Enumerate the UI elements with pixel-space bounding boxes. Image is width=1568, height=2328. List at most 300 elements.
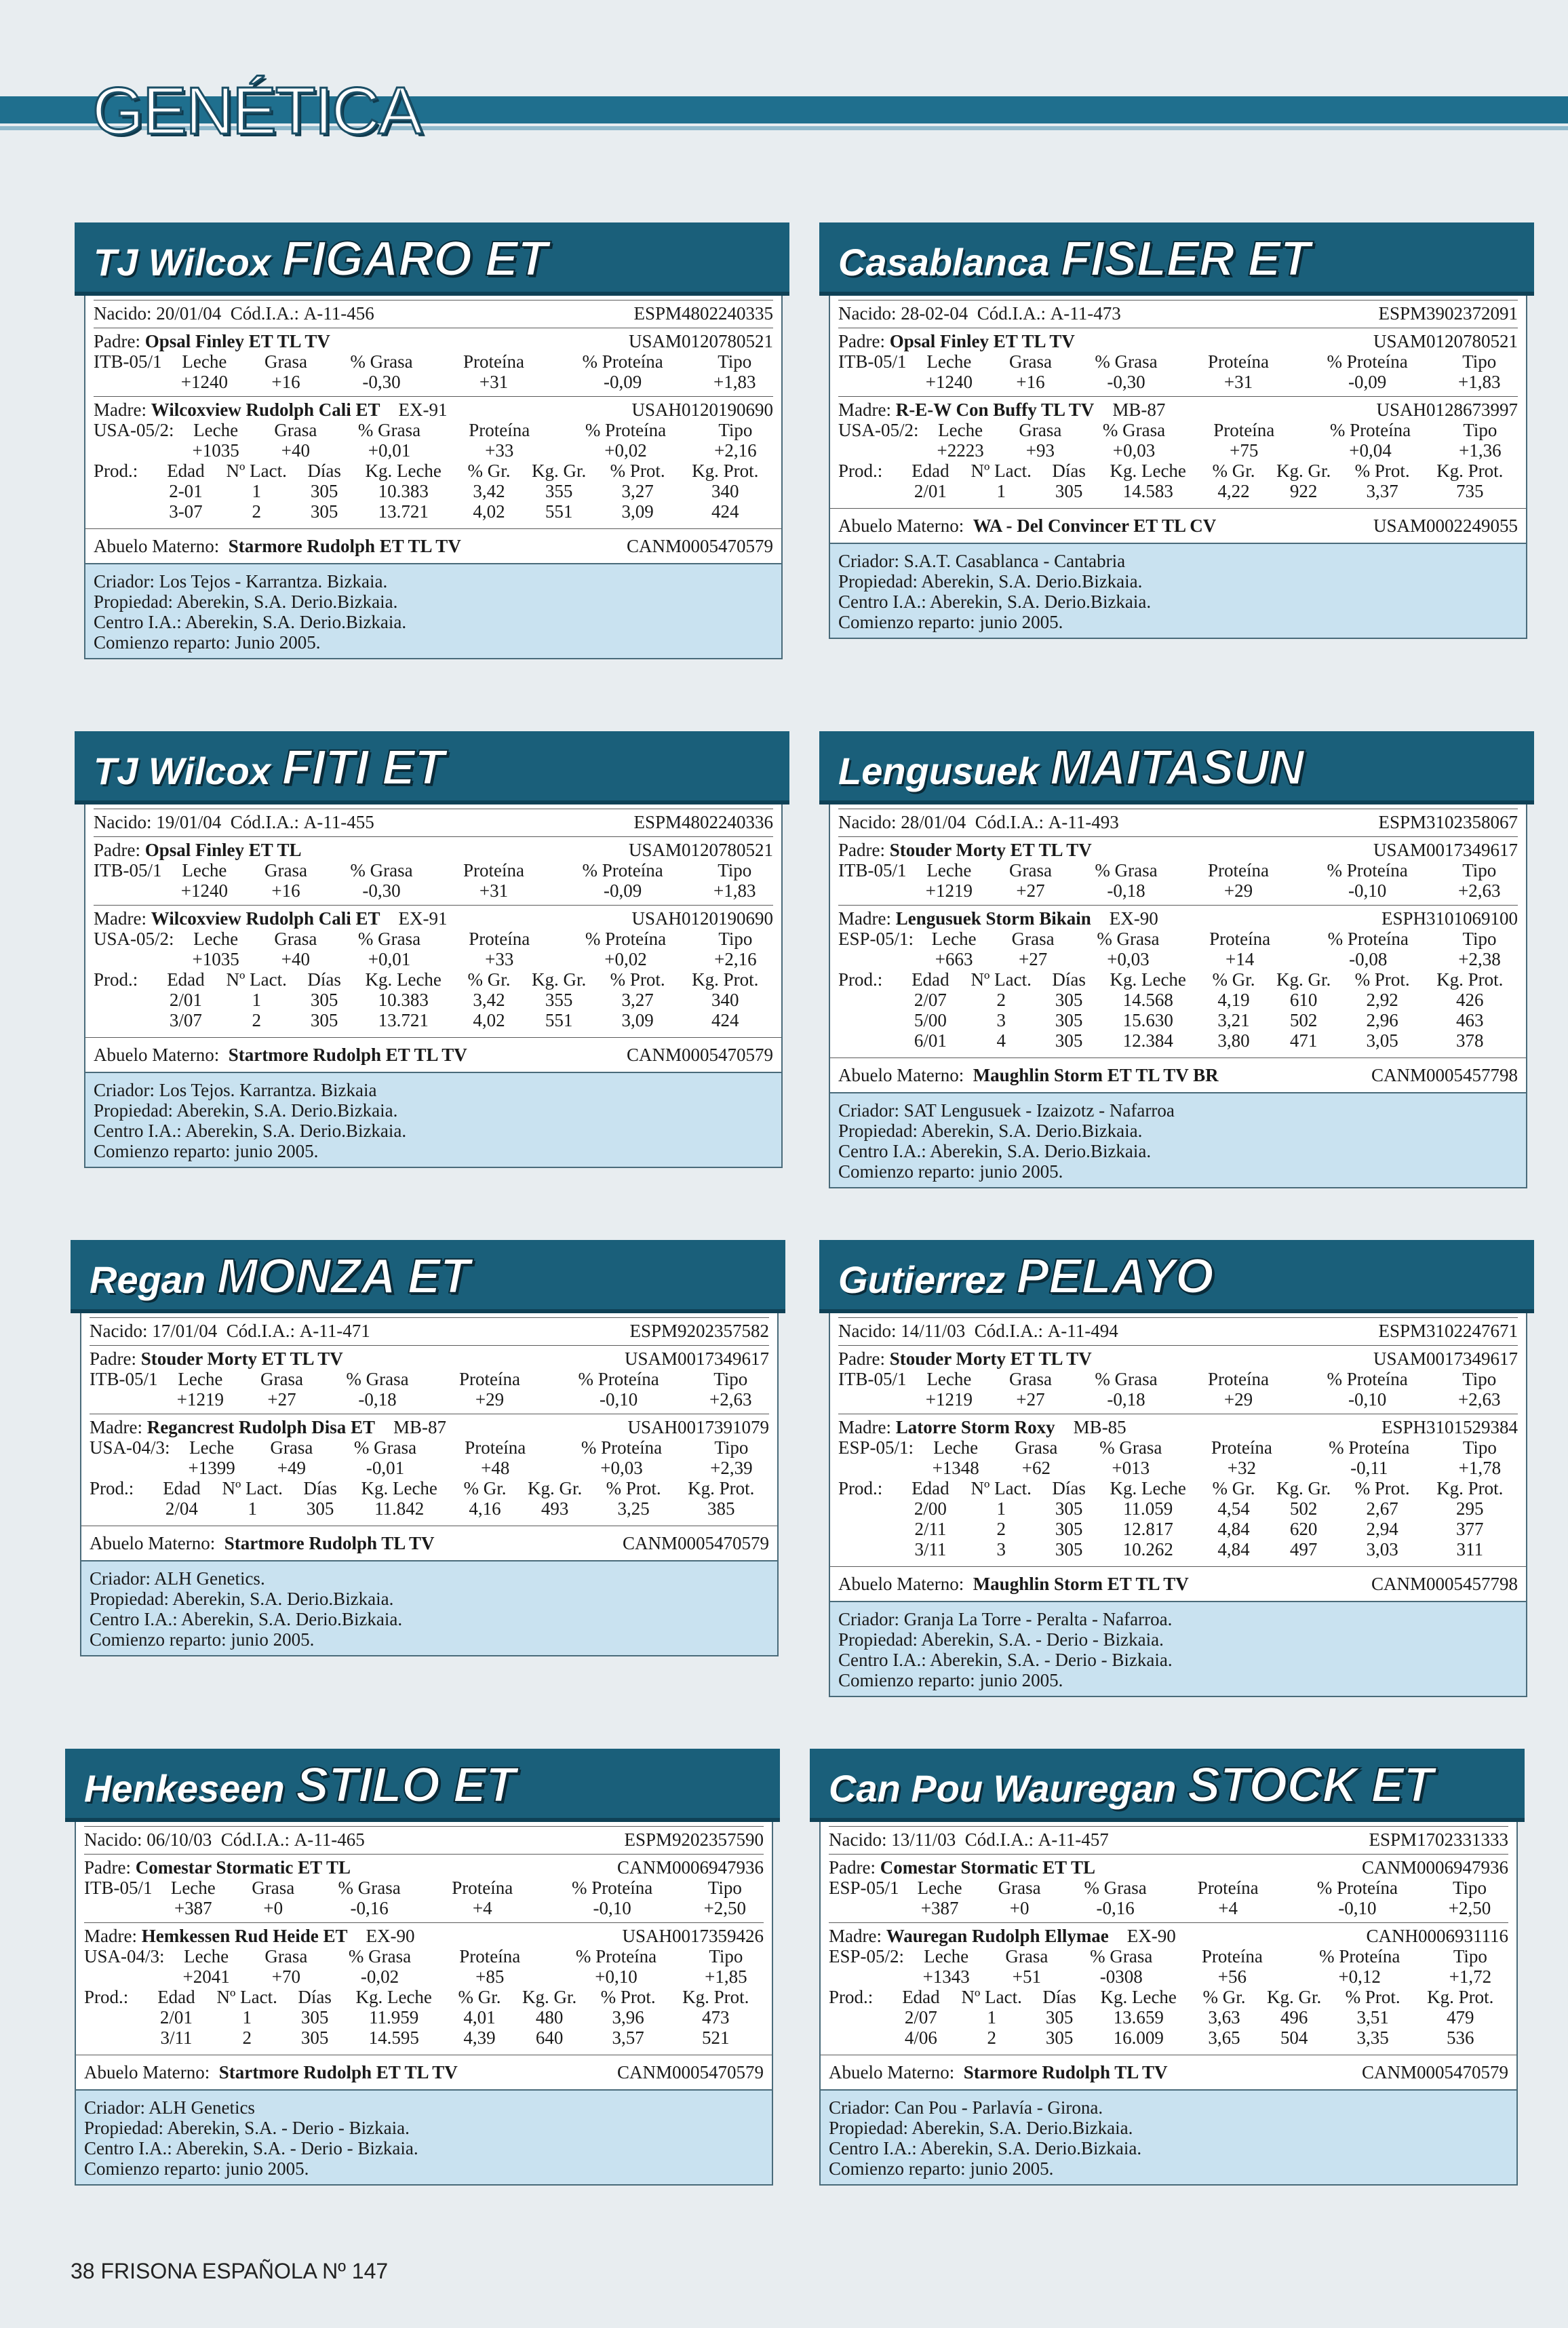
sire-name: Opsal Finley ET TL	[144, 840, 302, 860]
col-kgleche: Kg. Leche	[365, 969, 442, 990]
production-cell: 922	[1289, 481, 1318, 501]
bull-name-main: MONZA ET	[216, 1249, 471, 1304]
eval-value: +1035	[192, 440, 239, 461]
dam-values-row	[90, 1458, 769, 1478]
eval-value: +0,10	[595, 1966, 638, 1987]
col-tipo: Tipo	[718, 860, 752, 880]
eval-value: -0,10	[1338, 1898, 1377, 1918]
info-line: Criador: S.A.T. Casablanca - Cantabria	[838, 551, 1126, 571]
cod-label: Cód.I.A.:	[230, 812, 299, 832]
sire-eval-label: ITB-05/1	[838, 351, 907, 372]
col-dias: Días	[307, 969, 341, 990]
col-pprot: % Proteína	[1327, 929, 1409, 949]
eval-value: +1348	[932, 1458, 979, 1478]
dam-registration: CANH0006931116	[1366, 1926, 1508, 1946]
eval-value: +1,85	[705, 1966, 747, 1987]
grandsire-name: Maughlin Storm ET TL TV BR	[973, 1065, 1219, 1085]
col-edad: Edad	[912, 461, 949, 481]
production-cell: 473	[701, 2007, 730, 2028]
grandsire-name: Starmore Rudolph TL TV	[963, 2062, 1168, 2082]
production-cell: 3/11	[914, 1539, 947, 1559]
bull-card	[819, 222, 1534, 639]
production-cell: 305	[1045, 2007, 1074, 2028]
col-kgleche: Kg. Leche	[1110, 969, 1186, 990]
col-tipo: Tipo	[1453, 1946, 1487, 1966]
grandsire-name: WA - Del Convincer ET TL CV	[973, 516, 1217, 536]
cod-value: A-11-471	[299, 1321, 370, 1341]
col-grasa: Grasa	[1011, 929, 1055, 949]
sire-eval-label: ITB-05/1	[838, 1369, 907, 1389]
col-kgprot: Kg. Prot.	[1436, 1478, 1504, 1498]
sire-name: Stouder Morty ET TL TV	[140, 1349, 343, 1369]
birth-row	[90, 1317, 769, 1341]
col-prot: Proteína	[1208, 351, 1269, 372]
col-kgleche: Kg. Leche	[365, 461, 442, 481]
dam-block	[94, 905, 773, 1030]
sire-block	[838, 836, 1518, 901]
col-dias: Días	[1052, 1478, 1086, 1498]
col-pprot: % Proteína	[585, 929, 667, 949]
production-cell: 2	[252, 501, 261, 522]
col-kgleche: Kg. Leche	[355, 1987, 432, 2007]
col-pgrasa: % Grasa	[1090, 1946, 1153, 1966]
production-cell: 3,51	[1356, 2007, 1389, 2028]
production-cell: 2	[996, 1519, 1006, 1539]
bull-card	[819, 1240, 1534, 1697]
col-kggr: Kg. Gr.	[1276, 969, 1331, 990]
sire-values-row	[838, 1389, 1518, 1410]
info-line: Centro I.A.: Aberekin, S.A. Derio.Bizkaia.	[94, 1121, 407, 1141]
production-cell: 551	[545, 1010, 573, 1030]
eval-value: +16	[271, 372, 300, 392]
col-tipo: Tipo	[1462, 1369, 1497, 1389]
production-cell: 3,65	[1208, 2028, 1240, 2048]
production-table	[838, 1478, 1518, 1559]
dam-block	[838, 905, 1518, 1051]
bull-name	[829, 1758, 1434, 1813]
dam-block	[84, 1922, 764, 2048]
sire-registration: USAM0120780521	[1373, 331, 1518, 351]
production-cell: 305	[310, 481, 338, 501]
info-line: Propiedad: Aberekin, S.A. - Derio - Bizkaia.	[84, 2118, 410, 2138]
dam-registration: USAH0128673997	[1376, 400, 1518, 420]
dam-classification: EX-91	[398, 400, 448, 420]
eval-value: +62	[1021, 1458, 1051, 1478]
production-cell: 2/07	[914, 990, 947, 1010]
col-nlact: Nº Lact.	[971, 1478, 1032, 1498]
production-cell: 3,09	[621, 501, 654, 522]
eval-value: -0,10	[1348, 880, 1387, 901]
col-grasa: Grasa	[252, 1878, 295, 1898]
production-cell: 13.721	[378, 501, 429, 522]
col-dias: Días	[1052, 461, 1086, 481]
dam-registration: ESPH3101529384	[1381, 1417, 1518, 1437]
eval-value: +663	[935, 949, 973, 969]
bull-name-prefix: Lengusuek	[838, 750, 1039, 792]
eval-value: +40	[281, 949, 310, 969]
col-leche: Leche	[189, 1437, 235, 1458]
bull-name-main: PELAYO	[1016, 1249, 1214, 1304]
bull-name-main: STOCK ET	[1188, 1758, 1434, 1812]
sire-registration: CANM0006947936	[616, 1857, 764, 1878]
birth-row	[838, 1317, 1518, 1341]
sire-block	[94, 328, 773, 392]
info-line: Propiedad: Aberekin, S.A. Derio.Bizkaia.	[838, 1121, 1143, 1141]
col-leche: Leche	[938, 420, 983, 440]
col-pgr: % Gr.	[1212, 461, 1255, 481]
eval-value: +56	[1217, 1966, 1247, 1987]
col-grasa: Grasa	[260, 1369, 303, 1389]
eval-value: +29	[475, 1389, 505, 1410]
col-leche: Leche	[926, 351, 972, 372]
eval-value: +93	[1025, 440, 1055, 461]
bull-data	[81, 1313, 777, 1526]
bull-card	[75, 222, 789, 659]
col-prot: Proteína	[452, 1878, 513, 1898]
info-line: Centro I.A.: Aberekin, S.A. - Derio - Bizkaia.	[84, 2138, 418, 2158]
col-prot: Proteína	[1197, 1878, 1259, 1898]
info-line: Comienzo reparto: junio 2005.	[829, 2158, 1054, 2179]
col-dias: Días	[1042, 1987, 1076, 2007]
col-pgrasa: % Grasa	[350, 351, 413, 372]
dam-eval-label: ESP-05/1:	[838, 1437, 914, 1458]
cod-label: Cód.I.A.:	[977, 303, 1046, 324]
col-tipo: Tipo	[1463, 420, 1497, 440]
sire-evaluation-table	[94, 351, 773, 392]
production-cell: 2,67	[1366, 1498, 1398, 1519]
prod-label: Prod.:	[829, 1987, 874, 2007]
col-leche: Leche	[933, 1437, 979, 1458]
eval-value: +27	[1016, 1389, 1045, 1410]
ownership-info	[76, 2089, 772, 2184]
production-table	[94, 461, 773, 522]
col-pprot2: % Prot.	[1345, 1987, 1400, 2007]
eval-value: +48	[481, 1458, 510, 1478]
eval-value: +27	[1019, 949, 1048, 969]
maternal-grandsire-row	[76, 2055, 772, 2089]
info-line: Comienzo reparto: junio 2005.	[838, 1670, 1063, 1690]
col-kggr: Kg. Gr.	[1266, 1987, 1322, 2007]
production-cell: 11.059	[1123, 1498, 1173, 1519]
col-pprot2: % Prot.	[1354, 1478, 1410, 1498]
sire-evaluation-table	[94, 860, 773, 901]
dam-registration: USAH0017391079	[627, 1417, 769, 1437]
production-cell: 305	[1055, 990, 1083, 1010]
production-row	[838, 1010, 1518, 1030]
grandsire-registration: CANM0005457798	[1371, 1574, 1518, 1594]
dam-name: Wilcoxview Rudolph Cali ET	[151, 908, 380, 929]
info-line: Centro I.A.: Aberekin, S.A. Derio.Bizkaia.	[838, 591, 1152, 612]
col-kggr: Kg. Gr.	[527, 1478, 583, 1498]
production-cell: 355	[545, 481, 573, 501]
production-cell: 15.630	[1122, 1010, 1173, 1030]
sire-block	[838, 1345, 1518, 1410]
production-cell: 5/00	[914, 1010, 947, 1030]
col-pprot: % Proteína	[1329, 420, 1411, 440]
sire-block	[829, 1854, 1508, 1918]
col-pgrasa: % Grasa	[346, 1369, 409, 1389]
col-edad: Edad	[167, 969, 205, 990]
production-table	[838, 461, 1518, 501]
nacido-value: 28-02-04	[901, 303, 968, 324]
info-line: Centro I.A.: Aberekin, S.A. Derio.Bizkaia.	[94, 612, 407, 632]
production-cell: 305	[1055, 1519, 1083, 1539]
production-cell: 2/04	[165, 1498, 198, 1519]
dam-block	[829, 1922, 1508, 2048]
cod-label: Cód.I.A.:	[975, 812, 1044, 832]
bull-name-main: FITI ET	[281, 741, 445, 795]
eval-value: +27	[267, 1389, 296, 1410]
sire-name: Stouder Morty ET TL TV	[889, 840, 1092, 860]
bull-data	[830, 1313, 1526, 1566]
production-cell: 2/00	[914, 1498, 947, 1519]
col-kgprot: Kg. Prot.	[1427, 1987, 1494, 2007]
bull-name	[838, 743, 1304, 796]
dam-eval-label: USA-04/3:	[90, 1437, 170, 1458]
col-tipo: Tipo	[718, 929, 753, 949]
col-kgprot: Kg. Prot.	[692, 461, 759, 481]
eval-value: -0,30	[362, 372, 401, 392]
col-kggr: Kg. Gr.	[1276, 1478, 1331, 1498]
col-pprot: % Proteína	[582, 351, 663, 372]
dam-values-row	[838, 1458, 1518, 1478]
dam-classification: EX-90	[1109, 908, 1158, 929]
eval-value: +0,12	[1338, 1966, 1381, 1987]
sire-eval-label: ITB-05/1	[838, 860, 907, 880]
production-row	[838, 1030, 1518, 1051]
eval-value: +29	[1223, 880, 1253, 901]
ownership-info	[830, 543, 1526, 638]
dam-name: Wauregan Rudolph Ellymae	[886, 1926, 1109, 1946]
bull-card-header	[810, 1749, 1525, 1822]
col-tipo: Tipo	[1462, 860, 1497, 880]
eval-value: +2,16	[714, 949, 757, 969]
sire-eval-label: ITB-05/1	[84, 1878, 153, 1898]
eval-value: -0,01	[366, 1458, 405, 1478]
production-cell: 536	[1446, 2028, 1474, 2048]
production-table	[84, 1987, 764, 2048]
maternal-grandsire-row	[821, 2055, 1516, 2089]
info-line: Criador: Los Tejos - Karrantza. Bizkaia.	[94, 571, 388, 591]
col-pgr: % Gr.	[463, 1478, 507, 1498]
col-edad: Edad	[163, 1478, 201, 1498]
madre-label: Madre:	[84, 1926, 137, 1946]
info-line: Criador: Los Tejos. Karrantza. Bizkaia	[94, 1080, 377, 1100]
bull-card-header	[819, 1240, 1534, 1313]
col-nlact: Nº Lact.	[971, 969, 1032, 990]
col-nlact: Nº Lact.	[226, 969, 287, 990]
eval-value: +1,72	[1449, 1966, 1492, 1987]
production-cell: 305	[1055, 1030, 1083, 1051]
bull-name	[838, 232, 1310, 287]
col-grasa: Grasa	[1009, 860, 1052, 880]
registration-number: ESPM1702331333	[1369, 1829, 1508, 1850]
production-cell: 735	[1455, 481, 1484, 501]
col-kgprot: Kg. Prot.	[1436, 969, 1504, 990]
production-cell: 2	[242, 2028, 252, 2048]
production-row	[90, 1498, 769, 1519]
eval-value: +1240	[180, 372, 229, 392]
abuelo-label: Abuelo Materno:	[838, 516, 964, 536]
eval-value: +40	[281, 440, 310, 461]
production-cell: 4,84	[1217, 1539, 1250, 1559]
eval-value: +70	[271, 1966, 300, 1987]
col-kggr: Kg. Gr.	[522, 1987, 577, 2007]
sire-registration: USAM0120780521	[628, 840, 773, 860]
nacido-label: Nacido:	[829, 1829, 887, 1850]
sire-values-row	[838, 880, 1518, 901]
col-pprot: % Proteína	[1319, 1946, 1400, 1966]
production-cell: 3,57	[612, 2028, 644, 2048]
eval-value: +29	[1223, 1389, 1253, 1410]
col-leche: Leche	[926, 1369, 972, 1389]
cod-value: A-11-494	[1047, 1321, 1118, 1341]
info-line: Comienzo reparto: junio 2005.	[94, 1141, 319, 1161]
production-cell: 3/07	[169, 1010, 202, 1030]
col-dias: Días	[298, 1987, 332, 2007]
dam-name: Lengusuek Storm Bikain	[895, 908, 1091, 929]
col-pprot2: % Prot.	[600, 1987, 656, 2007]
info-line: Centro I.A.: Aberekin, S.A. - Derio - Bizkaia.	[838, 1650, 1173, 1670]
eval-value: +1240	[180, 880, 229, 901]
sire-name: Comestar Stormatic ET TL	[880, 1857, 1095, 1878]
production-row	[829, 2028, 1508, 2048]
eval-value: +1,78	[1458, 1458, 1502, 1478]
dam-evaluation-table	[84, 1946, 764, 1987]
col-kgleche: Kg. Leche	[1110, 461, 1186, 481]
production-table	[838, 969, 1518, 1051]
col-kggr: Kg. Gr.	[531, 461, 587, 481]
madre-label: Madre:	[94, 400, 146, 420]
production-cell: 479	[1446, 2007, 1474, 2028]
col-prot: Proteína	[463, 860, 524, 880]
nacido-value: 17/01/04	[152, 1321, 218, 1341]
col-leche: Leche	[924, 1946, 969, 1966]
production-cell: 1	[996, 1498, 1006, 1519]
birth-row	[838, 300, 1518, 324]
eval-value: -0,10	[1348, 1389, 1387, 1410]
grandsire-registration: CANM0005470579	[616, 2062, 764, 2082]
eval-value: +2223	[937, 440, 984, 461]
col-prot: Proteína	[1208, 860, 1269, 880]
dam-values-row	[829, 1966, 1508, 1987]
eval-value: +0,04	[1349, 440, 1392, 461]
nacido-label: Nacido:	[84, 1829, 142, 1850]
col-dias: Días	[1052, 969, 1086, 990]
production-row	[838, 1539, 1518, 1559]
production-cell: 305	[1055, 1498, 1083, 1519]
bull-name	[94, 232, 548, 287]
eval-value: -0,16	[1096, 1898, 1135, 1918]
eval-value: +14	[1226, 949, 1255, 969]
col-edad: Edad	[912, 1478, 949, 1498]
abuelo-label: Abuelo Materno:	[90, 1533, 216, 1553]
eval-value: +16	[271, 880, 300, 901]
production-cell: 610	[1289, 990, 1318, 1010]
col-pgrasa: % Grasa	[1102, 420, 1166, 440]
eval-value: -0,02	[360, 1966, 399, 1987]
grandsire-registration: CANM0005470579	[626, 1045, 773, 1065]
info-line: Centro I.A.: Aberekin, S.A. Derio.Bizkaia.	[838, 1141, 1152, 1161]
col-nlact: Nº Lact.	[222, 1478, 283, 1498]
abuelo-label: Abuelo Materno:	[84, 2062, 210, 2082]
sire-eval-label: ESP-05/1	[829, 1878, 899, 1898]
padre-label: Padre:	[838, 331, 885, 351]
production-cell: 14.583	[1122, 481, 1173, 501]
col-pprot: % Proteína	[581, 1437, 663, 1458]
eval-value: +0,03	[600, 1458, 643, 1478]
col-pprot: % Proteína	[585, 420, 667, 440]
sire-name: Stouder Morty ET TL TV	[889, 1349, 1092, 1369]
production-cell: 2/11	[914, 1519, 947, 1539]
col-pgr: % Gr.	[1202, 1987, 1246, 2007]
col-grasa: Grasa	[264, 1946, 308, 1966]
grandsire-registration: CANM0005470579	[626, 536, 773, 556]
dam-name: Latorre Storm Roxy	[895, 1417, 1055, 1437]
eval-value: +33	[485, 440, 514, 461]
sire-values-row	[84, 1898, 764, 1918]
ownership-info	[81, 1560, 777, 1655]
col-pprot2: % Prot.	[610, 461, 665, 481]
col-pgr: % Gr.	[458, 1987, 501, 2007]
eval-value: +2,63	[709, 1389, 752, 1410]
production-cell: 378	[1455, 1030, 1484, 1051]
page-footer: 38 FRISONA ESPAÑOLA Nº 147	[71, 2259, 389, 2283]
madre-label: Madre:	[838, 1417, 891, 1437]
birth-row	[829, 1826, 1508, 1850]
col-pgr: % Gr.	[467, 969, 511, 990]
col-prot: Proteína	[1209, 929, 1271, 949]
eval-value: -0,30	[1107, 372, 1145, 392]
sire-block	[84, 1854, 764, 1918]
production-row	[94, 990, 773, 1010]
bull-name-prefix: TJ Wilcox	[94, 750, 271, 792]
sire-evaluation-table	[838, 1369, 1518, 1410]
dam-evaluation-table	[838, 1437, 1518, 1478]
production-cell: 424	[711, 501, 739, 522]
production-cell: 3,63	[1208, 2007, 1240, 2028]
col-pprot: % Proteína	[571, 1878, 653, 1898]
production-cell: 16.009	[1113, 2028, 1164, 2048]
col-pgrasa: % Grasa	[350, 860, 413, 880]
maternal-grandsire-row	[830, 1058, 1526, 1092]
abuelo-label: Abuelo Materno:	[838, 1574, 964, 1594]
eval-value: +1,83	[1457, 372, 1501, 392]
bull-card-header	[75, 222, 789, 296]
info-line: Propiedad: Aberekin, S.A. Derio.Bizkaia.	[829, 2118, 1133, 2138]
eval-value: +2,16	[714, 440, 757, 461]
eval-value: +2,50	[1448, 1898, 1491, 1918]
registration-number: ESPM3102247671	[1378, 1321, 1518, 1341]
birth-row	[838, 809, 1518, 832]
dam-block	[94, 396, 773, 522]
col-grasa: Grasa	[270, 1437, 313, 1458]
col-pprot: % Proteína	[582, 860, 663, 880]
bull-card-body	[829, 804, 1527, 1188]
sire-evaluation-table	[84, 1878, 764, 1918]
bull-card-header	[819, 222, 1534, 296]
sire-block	[838, 328, 1518, 392]
eval-value: -0308	[1099, 1966, 1143, 1987]
production-cell: 3/11	[160, 2028, 193, 2048]
cod-value: A-11-465	[294, 1829, 365, 1850]
bull-card-body	[819, 1822, 1518, 2186]
bull-card-body	[829, 296, 1527, 639]
eval-value: +2,63	[1457, 880, 1501, 901]
production-row	[94, 1010, 773, 1030]
grandsire-name: Starmore Rudolph ET TL TV	[228, 536, 461, 556]
grandsire-registration: USAM0002249055	[1373, 516, 1518, 536]
